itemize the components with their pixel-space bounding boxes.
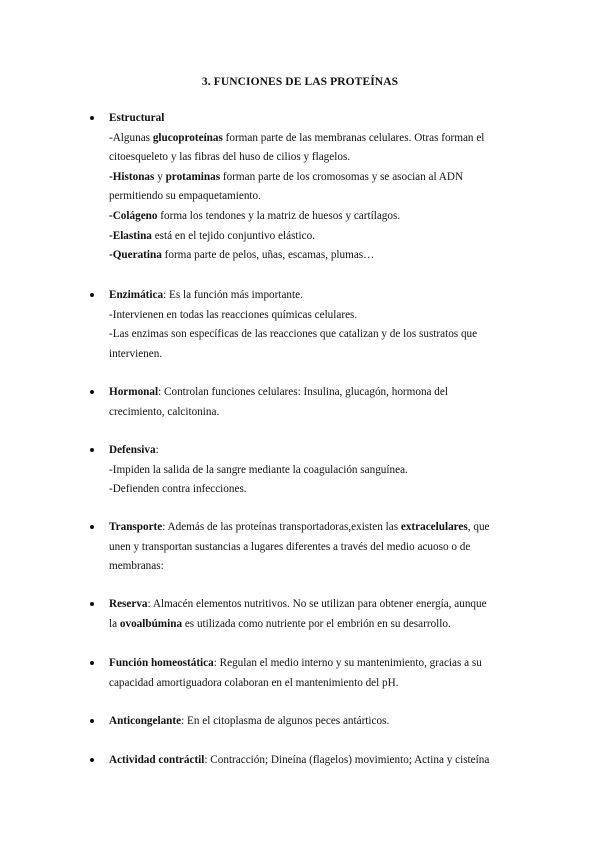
section-text-line <box>109 148 530 168</box>
section-text-line <box>109 325 530 345</box>
bullet-icon <box>90 602 94 606</box>
section-text-line <box>109 345 530 365</box>
section-text-line <box>109 187 530 207</box>
text-run: -Las enzimas son específicas de las reacciones que catalizan y de los sustratos que <box>109 328 478 341</box>
text-run: unen y transportan sustancias a lugares diferentes a través del medio acuoso o de <box>109 540 471 553</box>
bold-term: Anticongelante <box>109 715 182 727</box>
section-heading-line <box>109 383 530 403</box>
text-run: crecimiento, calcitonina. <box>109 405 220 418</box>
bold-term: Hormonal <box>109 386 159 398</box>
section-funcion-homeostatica <box>90 654 530 693</box>
bold-term: Enzimática <box>109 289 164 301</box>
section-hormonal <box>90 383 530 422</box>
text-run: forman parte de los cromosomas y se asocian al ADN <box>220 170 464 183</box>
text-run: forma parte de pelos, uñas, escamas, plumas… <box>161 249 375 262</box>
text-run: citoesqueleto y las fibras del huso de cilios y flagelos. <box>109 151 351 164</box>
text-run: es utilizada como nutriente por el embrión en su desarrollo. <box>182 617 451 630</box>
bullet-icon <box>90 293 94 297</box>
section-estructural <box>90 109 530 266</box>
section-text-line <box>109 168 530 188</box>
section-heading-line <box>109 751 530 771</box>
text-run: permitiendo su empaquetamiento. <box>109 190 261 203</box>
text-run: : En el citoplasma de algunos peces antárticos. <box>181 715 390 727</box>
bold-term: extracelulares <box>400 521 468 533</box>
text-run: la <box>109 617 120 630</box>
section-heading-line <box>109 518 530 538</box>
bold-term: Transporte <box>109 521 163 533</box>
section-anticongelante <box>90 712 530 732</box>
section-reserva <box>90 595 530 634</box>
section-transporte <box>90 518 530 577</box>
bullet-icon <box>90 448 94 452</box>
text-run: : Almacén elementos nutritivos. No se utilizan para obtener energía, aunque <box>147 598 487 610</box>
section-text-line <box>109 674 530 694</box>
bold-term: glucoproteínas <box>152 131 223 144</box>
bold-term: -Elastina <box>109 229 152 242</box>
section-text-line <box>109 207 530 227</box>
section-heading-line <box>109 595 530 615</box>
text-run: -Algunas <box>109 131 153 144</box>
bold-term: -Histonas <box>109 170 155 183</box>
text-run: -Intervienen en todas las reacciones químicas celulares. <box>109 308 358 321</box>
text-run: : Controlan funciones celulares: Insulina, glucagón, hormona del <box>158 386 448 398</box>
section-text-line <box>109 615 530 635</box>
bold-term: -Colágeno <box>109 209 158 222</box>
section-heading-line <box>109 109 530 129</box>
text-run: está en el tejido conjuntivo elástico. <box>151 229 316 242</box>
text-run: -Impiden la salida de la sangre mediante la coagulación sanguínea. <box>109 463 408 476</box>
section-text-line <box>109 461 530 481</box>
text-run: forman parte de las membranas celulares. Otras forman el <box>222 131 485 144</box>
text-run: : Contracción; Dineína (flagelos) movimiento; Actina y cisteína <box>204 754 490 766</box>
text-run: y <box>154 170 166 183</box>
section-text-line <box>109 306 530 326</box>
bold-term: Función homeostática <box>109 657 214 669</box>
section-heading-line <box>109 712 530 732</box>
bold-term: Reserva <box>109 598 148 610</box>
bullet-icon <box>90 758 94 762</box>
bold-term: Estructural <box>109 112 165 124</box>
section-heading-line <box>109 441 530 461</box>
text-run: : Además de las proteínas transportadoras,existen las <box>162 521 401 533</box>
text-run: : <box>155 444 159 456</box>
section-heading-line <box>109 654 530 674</box>
bold-term: protaminas <box>165 170 221 183</box>
bold-term: Actividad contráctil <box>109 754 205 766</box>
bullet-icon <box>90 661 94 665</box>
text-run: -Defienden contra infecciones. <box>109 483 247 496</box>
section-defensiva <box>90 441 530 500</box>
section-text-line <box>109 538 530 558</box>
section-text-line <box>109 227 530 247</box>
section-actividad-contractil <box>90 751 530 771</box>
text-run: capacidad amortiguadora colaboran en el mantenimiento del pH. <box>109 676 399 689</box>
section-text-line <box>109 246 530 266</box>
text-run: forma los tendones y la matriz de huesos y cartílagos. <box>157 209 401 222</box>
section-text-line <box>109 557 530 577</box>
bullet-icon <box>90 116 94 120</box>
text-run: : Regulan el medio interno y su mantenimiento, gracias a su <box>213 657 482 669</box>
section-text-line <box>109 129 530 149</box>
section-enzimatica <box>90 286 530 364</box>
page-title: 3. FUNCIONES DE LAS PROTEÍNAS <box>201 76 399 88</box>
section-text-line <box>109 480 530 500</box>
text-run: membranas: <box>109 560 164 573</box>
text-run: , que <box>467 521 490 533</box>
section-heading-line <box>109 286 530 306</box>
bullet-icon <box>90 525 94 529</box>
text-run: : Es la función más importante. <box>163 289 303 301</box>
bold-term: ovoalbúmina <box>119 617 183 630</box>
bullet-icon <box>90 719 94 723</box>
text-run: intervienen. <box>109 347 163 360</box>
bold-term: -Queratina <box>109 249 162 262</box>
bullet-icon <box>90 390 94 394</box>
bold-term: Defensiva <box>109 444 156 456</box>
section-text-line <box>109 403 530 423</box>
